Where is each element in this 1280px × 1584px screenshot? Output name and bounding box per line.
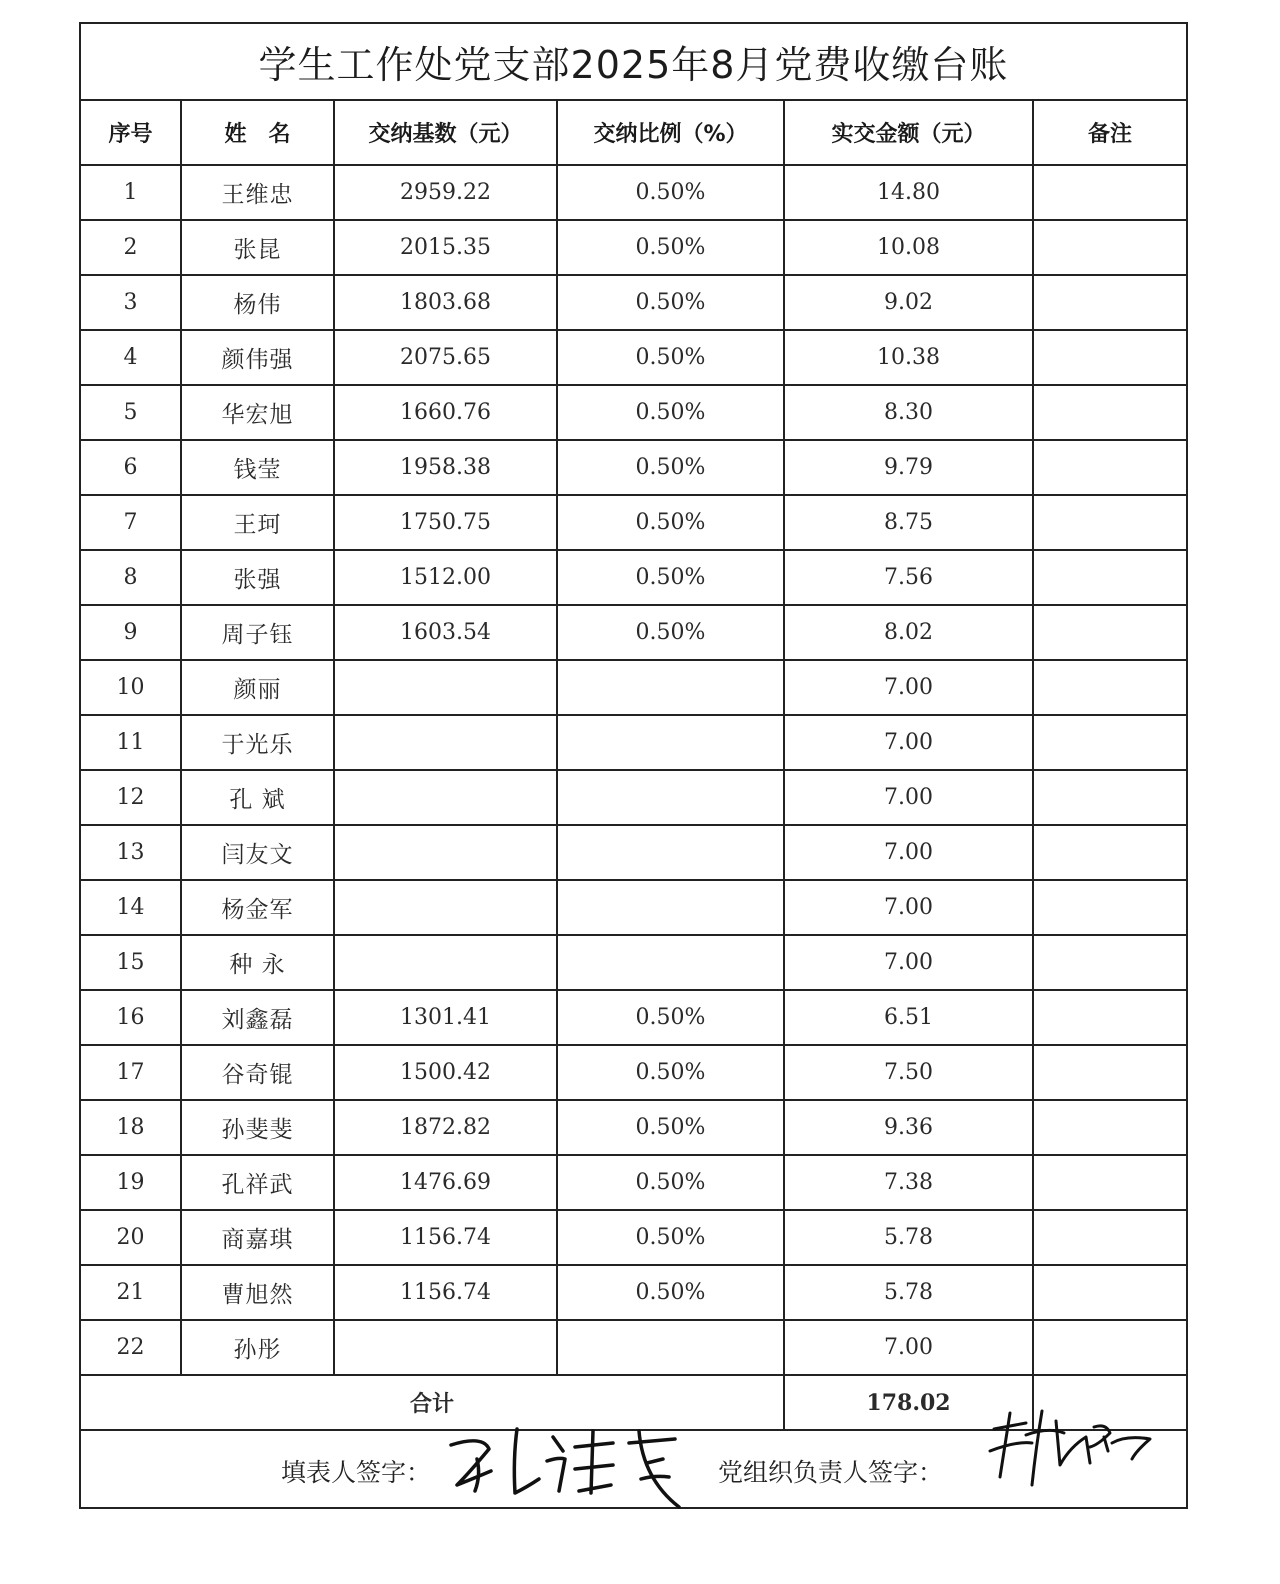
row-ratio: [557, 825, 784, 880]
row-amount: 7.38: [784, 1155, 1033, 1210]
row-name: 杨伟: [181, 275, 334, 330]
header-ratio: 交纳比例（%）: [557, 101, 784, 165]
row-no: 18: [81, 1100, 181, 1155]
row-ratio: [557, 660, 784, 715]
row-base: 1476.69: [334, 1155, 557, 1210]
row-base: 1872.82: [334, 1100, 557, 1155]
header-name: 姓 名: [181, 101, 334, 165]
row-ratio: 0.50%: [557, 1045, 784, 1100]
row-ratio: 0.50%: [557, 330, 784, 385]
row-no: 4: [81, 330, 181, 385]
table-row: [81, 1155, 1186, 1210]
row-note: [1033, 1155, 1186, 1210]
row-no: 7: [81, 495, 181, 550]
table-row: [81, 1210, 1186, 1265]
row-note: [1033, 715, 1186, 770]
table-row: [81, 935, 1186, 990]
row-amount: 7.00: [784, 1320, 1033, 1375]
row-amount: 8.30: [784, 385, 1033, 440]
row-note: [1033, 770, 1186, 825]
total-label: 合计: [81, 1375, 784, 1430]
row-no: 13: [81, 825, 181, 880]
table-row: [81, 385, 1186, 440]
row-name: 商嘉琪: [181, 1210, 334, 1265]
row-ratio: [557, 715, 784, 770]
row-base: 2959.22: [334, 165, 557, 220]
row-no: 6: [81, 440, 181, 495]
row-no: 19: [81, 1155, 181, 1210]
row-amount: 10.38: [784, 330, 1033, 385]
row-base: 1156.74: [334, 1210, 557, 1265]
table-row: [81, 220, 1186, 275]
row-base: [334, 770, 557, 825]
row-amount: 7.00: [784, 880, 1033, 935]
row-ratio: 0.50%: [557, 990, 784, 1045]
row-ratio: 0.50%: [557, 275, 784, 330]
row-note: [1033, 495, 1186, 550]
table-row: [81, 715, 1186, 770]
row-amount: 7.56: [784, 550, 1033, 605]
table-row: [81, 330, 1186, 385]
table-row: [81, 1045, 1186, 1100]
row-no: 9: [81, 605, 181, 660]
row-amount: 7.50: [784, 1045, 1033, 1100]
row-amount: 9.36: [784, 1100, 1033, 1155]
table-row: [81, 550, 1186, 605]
table-row: [81, 825, 1186, 880]
row-amount: 14.80: [784, 165, 1033, 220]
row-no: 12: [81, 770, 181, 825]
leader-signature: [986, 1407, 1156, 1489]
row-note: [1033, 605, 1186, 660]
row-ratio: [557, 770, 784, 825]
row-base: 1750.75: [334, 495, 557, 550]
row-note: [1033, 1045, 1186, 1100]
row-base: 2015.35: [334, 220, 557, 275]
row-name: 闫友文: [181, 825, 334, 880]
row-ratio: [557, 1320, 784, 1375]
row-no: 10: [81, 660, 181, 715]
row-no: 15: [81, 935, 181, 990]
row-ratio: 0.50%: [557, 1265, 784, 1320]
row-note: [1033, 440, 1186, 495]
row-amount: 8.02: [784, 605, 1033, 660]
table-row: [81, 660, 1186, 715]
row-no: 8: [81, 550, 181, 605]
row-amount: 10.08: [784, 220, 1033, 275]
row-no: 3: [81, 275, 181, 330]
row-base: 1660.76: [334, 385, 557, 440]
header-amount: 实交金额（元）: [784, 101, 1033, 165]
row-name: 周子钰: [181, 605, 334, 660]
table-row: [81, 990, 1186, 1045]
leader-sign-label: 党组织负责人签字：: [718, 1458, 944, 1487]
row-amount: 8.75: [784, 495, 1033, 550]
row-name: 谷奇锟: [181, 1045, 334, 1100]
row-note: [1033, 220, 1186, 275]
row-note: [1033, 385, 1186, 440]
row-amount: 7.00: [784, 935, 1033, 990]
row-note: [1033, 275, 1186, 330]
row-base: [334, 1320, 557, 1375]
row-name: 张强: [181, 550, 334, 605]
table-row: [81, 1265, 1186, 1320]
row-ratio: [557, 935, 784, 990]
row-note: [1033, 935, 1186, 990]
total-amount: 178.02: [784, 1375, 1033, 1430]
row-base: 1512.00: [334, 550, 557, 605]
row-note: [1033, 165, 1186, 220]
row-ratio: 0.50%: [557, 1155, 784, 1210]
row-no: 14: [81, 880, 181, 935]
row-base: 1803.68: [334, 275, 557, 330]
row-amount: 7.00: [784, 715, 1033, 770]
row-amount: 7.00: [784, 660, 1033, 715]
row-name: 于光乐: [181, 715, 334, 770]
row-base: [334, 825, 557, 880]
row-name: 颜伟强: [181, 330, 334, 385]
row-no: 2: [81, 220, 181, 275]
row-name: 孙斐斐: [181, 1100, 334, 1155]
row-note: [1033, 990, 1186, 1045]
table-row: [81, 880, 1186, 935]
row-amount: 7.00: [784, 825, 1033, 880]
row-note: [1033, 1320, 1186, 1375]
signature-row: [81, 1427, 1186, 1507]
row-base: 1500.42: [334, 1045, 557, 1100]
row-name: 孔 斌: [181, 770, 334, 825]
row-base: 1301.41: [334, 990, 557, 1045]
row-no: 20: [81, 1210, 181, 1265]
row-name: 王珂: [181, 495, 334, 550]
row-amount: 5.78: [784, 1210, 1033, 1265]
table-row: [81, 440, 1186, 495]
row-ratio: 0.50%: [557, 605, 784, 660]
table-row: [81, 495, 1186, 550]
row-name: 王维忠: [181, 165, 334, 220]
row-amount: 9.02: [784, 275, 1033, 330]
row-ratio: 0.50%: [557, 220, 784, 275]
row-no: 5: [81, 385, 181, 440]
row-amount: 9.79: [784, 440, 1033, 495]
filler-signature: [443, 1419, 683, 1515]
row-no: 17: [81, 1045, 181, 1100]
page-title: 学生工作处党支部2025年8月党费收缴台账: [81, 24, 1186, 101]
fee-table: [81, 101, 1186, 1431]
row-ratio: 0.50%: [557, 1210, 784, 1265]
row-no: 1: [81, 165, 181, 220]
row-ratio: 0.50%: [557, 495, 784, 550]
row-name: 颜丽: [181, 660, 334, 715]
row-ratio: 0.50%: [557, 550, 784, 605]
row-note: [1033, 1100, 1186, 1155]
row-ratio: 0.50%: [557, 385, 784, 440]
row-name: 种 永: [181, 935, 334, 990]
row-amount: 7.00: [784, 770, 1033, 825]
row-ratio: 0.50%: [557, 440, 784, 495]
row-name: 曹旭然: [181, 1265, 334, 1320]
table-row: [81, 770, 1186, 825]
table-row: [81, 165, 1186, 220]
row-note: [1033, 550, 1186, 605]
row-base: [334, 935, 557, 990]
row-name: 孔祥武: [181, 1155, 334, 1210]
row-base: 1958.38: [334, 440, 557, 495]
ledger-sheet: [79, 22, 1188, 1509]
row-name: 钱莹: [181, 440, 334, 495]
row-no: 16: [81, 990, 181, 1045]
row-ratio: [557, 880, 784, 935]
table-row: [81, 275, 1186, 330]
row-name: 华宏旭: [181, 385, 334, 440]
row-note: [1033, 1210, 1186, 1265]
table-row: [81, 605, 1186, 660]
row-note: [1033, 880, 1186, 935]
row-ratio: 0.50%: [557, 1100, 784, 1155]
row-base: [334, 660, 557, 715]
row-amount: 5.78: [784, 1265, 1033, 1320]
header-note: 备注: [1033, 101, 1186, 165]
row-name: 张昆: [181, 220, 334, 275]
row-name: 孙彤: [181, 1320, 334, 1375]
table-row: [81, 1100, 1186, 1155]
row-note: [1033, 330, 1186, 385]
row-base: 1156.74: [334, 1265, 557, 1320]
row-amount: 6.51: [784, 990, 1033, 1045]
row-note: [1033, 825, 1186, 880]
row-note: [1033, 1265, 1186, 1320]
row-no: 22: [81, 1320, 181, 1375]
row-ratio: 0.50%: [557, 165, 784, 220]
header-base: 交纳基数（元）: [334, 101, 557, 165]
table-row: [81, 1320, 1186, 1375]
row-no: 21: [81, 1265, 181, 1320]
row-base: 2075.65: [334, 330, 557, 385]
row-base: [334, 715, 557, 770]
header-row: [81, 101, 1186, 165]
row-base: [334, 880, 557, 935]
row-base: 1603.54: [334, 605, 557, 660]
filler-sign-label: 填表人签字：: [281, 1458, 432, 1487]
row-no: 11: [81, 715, 181, 770]
row-note: [1033, 660, 1186, 715]
row-name: 杨金军: [181, 880, 334, 935]
header-no: 序号: [81, 101, 181, 165]
row-name: 刘鑫磊: [181, 990, 334, 1045]
